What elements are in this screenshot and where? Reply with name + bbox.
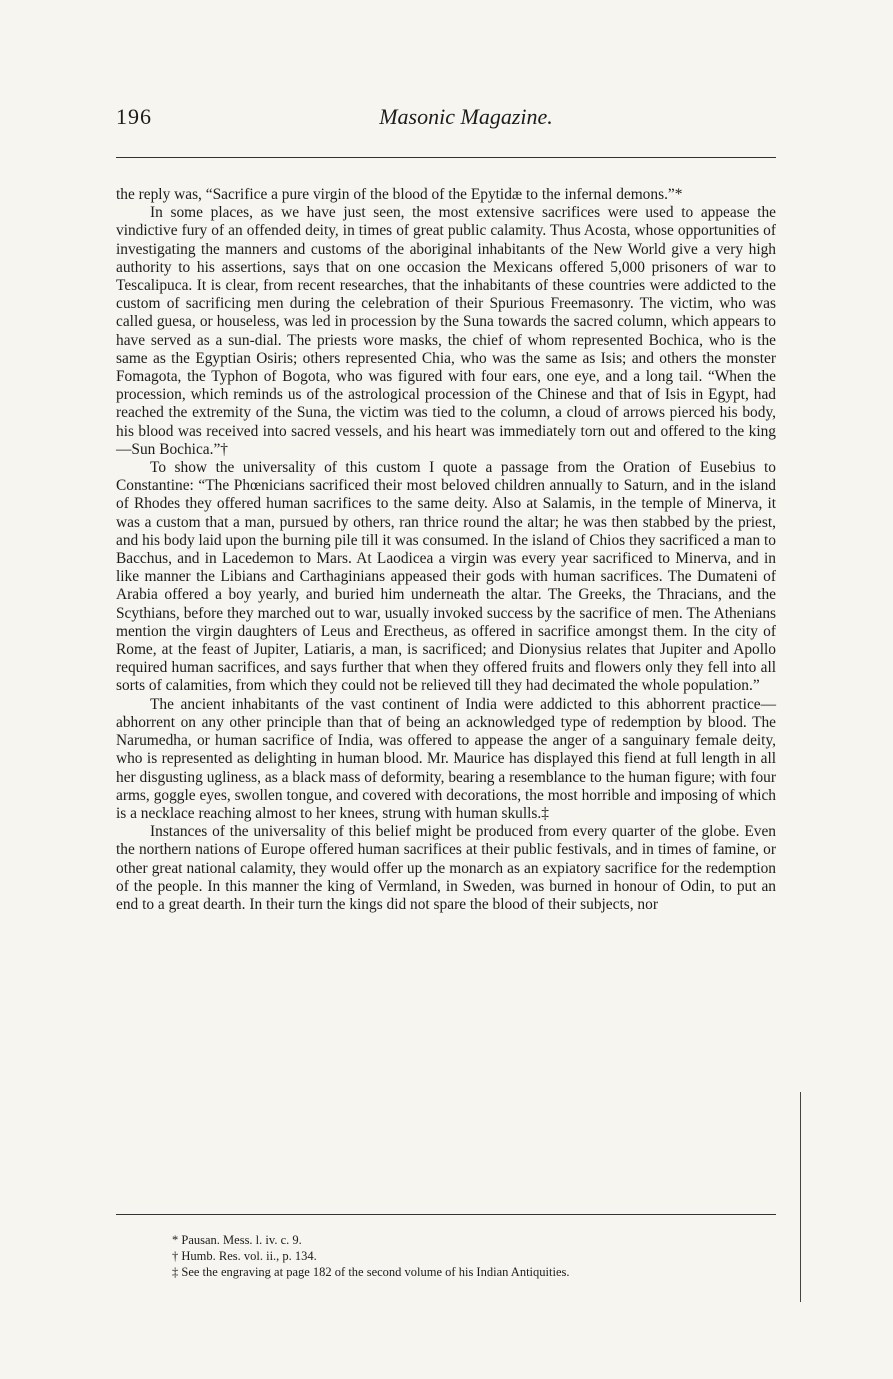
margin-line (800, 1092, 801, 1302)
page-number: 196 (116, 104, 152, 129)
paragraph: In some places, as we have just seen, the most extensive sacrifices were used to appease the vindictive fury of an offended deity, in times of great public calamity. Thus Acosta, whose opportunities of investigating the manners and customs of the aboriginal inhabitants of the New World give a very high authority to his assertions, says that on one occasion the Mexicans offered 5,000 prisoners of war to Tescalipuca. It is clear, from recent researches, that the inhabitants of these countries were addicted to the custom of sacrificing men during the celebration of their Spurious Freemasonry. The victim, who was called guesa, or houseless, was led in procession by the Suna towards the sacred column, which appears to have served as a sun-dial. The priests wore masks, the chief of whom represented Bochica, who is the same as the Egyptian Osiris; others represented Chia, who was the same as Isis; and others the monster Fomagota, the Typhon of Bogota, who was figured with four ears, one eye, and a long tail. “When the procession, which reminds us of the astrological procession of the Chinese and that of Isis in Egypt, had reached the extremity of the Suna, the victim was tied to the column, a cloud of arrows pierced his body, his blood was received into sacred vessels, and his heart was immediately torn out and offered to the king—Sun Bochica.”† (116, 204, 776, 458)
footnote: ‡ See the engraving at page 182 of the second volume of his Indian Antiquities. (172, 1265, 570, 1279)
body-text (116, 186, 776, 914)
header-rule (116, 157, 776, 158)
paragraph: Instances of the universality of this belief might be produced from every quarter of the globe. Even the northern nations of Europe offered human sacrifices at their public festivals, and in times of famine, or other great national calamity, they would offer up the monarch as an expiatory sacrifice for the redemption of the people. In this manner the king of Vermland, in Sweden, was burned in honour of Odin, to put an end to a great dearth. In their turn the kings did not spare the blood of their subjects, nor (116, 823, 776, 913)
footnote-rule (116, 1214, 776, 1215)
paragraph: To show the universality of this custom I quote a passage from the Oration of Eusebius to Constantine: “The Phœnicians sacrificed their most beloved children annually to Saturn, and in the island of Rhodes they offered human sacrifices to the same deity. Also at Salamis, in the temple of Minerva, it was a custom that a man, pursued by others, ran thrice round the altar; he was then stabbed by the priest, and his body laid upon the burning pile till it was consumed. In the island of Chios they sacrificed a man to Bacchus, and in Lacedemon to Mars. At Laodicea a virgin was every year sacrificed to Minerva, and in like manner the Libians and Carthaginians appeased their gods with human sacrifices. The Dumateni of Arabia offered a boy yearly, and buried him underneath the altar. The Greeks, the Thracians, and the Scythians, before they marched out to war, usually invoked success by the sacrifice of men. The Athenians mention the virgin daughters of Leus and Erectheus, as offered in sacrifice amongst them. In the city of Rome, at the feast of Jupiter, Latiaris, a man, is sacrificed; and Dionysius relates that Jupiter and Apollo required human sacrifices, and says further that when they offered fruits and flowers only they fell into all sorts of calamities, from which they could not be relieved till they had decimated the whole population.” (116, 459, 776, 695)
paragraph: the reply was, “Sacrifice a pure virgin of the blood of the Epytidæ to the infernal demons.”* (116, 186, 683, 203)
running-title: Masonic Magazine. (379, 104, 553, 129)
footnotes (172, 1232, 772, 1280)
footnote: * Pausan. Mess. l. iv. c. 9. (172, 1233, 302, 1247)
paragraph: The ancient inhabitants of the vast continent of India were addicted to this abhorrent practice—abhorrent on any other principle than that of being an acknowledged type of redemption by blood. The Narumedha, or human sacrifice of India, was offered to appease the anger of a sanguinary female deity, who is represented as delighting in human blood. Mr. Maurice has displayed this fiend at full length in all her disgusting ugliness, as a black mass of deformity, bearing a resemblance to the human figure; with four arms, goggle eyes, swollen tongue, and covered with decorations, the most horrible and imposing of which is a necklace reaching almost to her knees, strung with human skulls.‡ (116, 695, 776, 822)
footnote: † Humb. Res. vol. ii., p. 134. (172, 1249, 317, 1263)
page-header (116, 104, 776, 140)
